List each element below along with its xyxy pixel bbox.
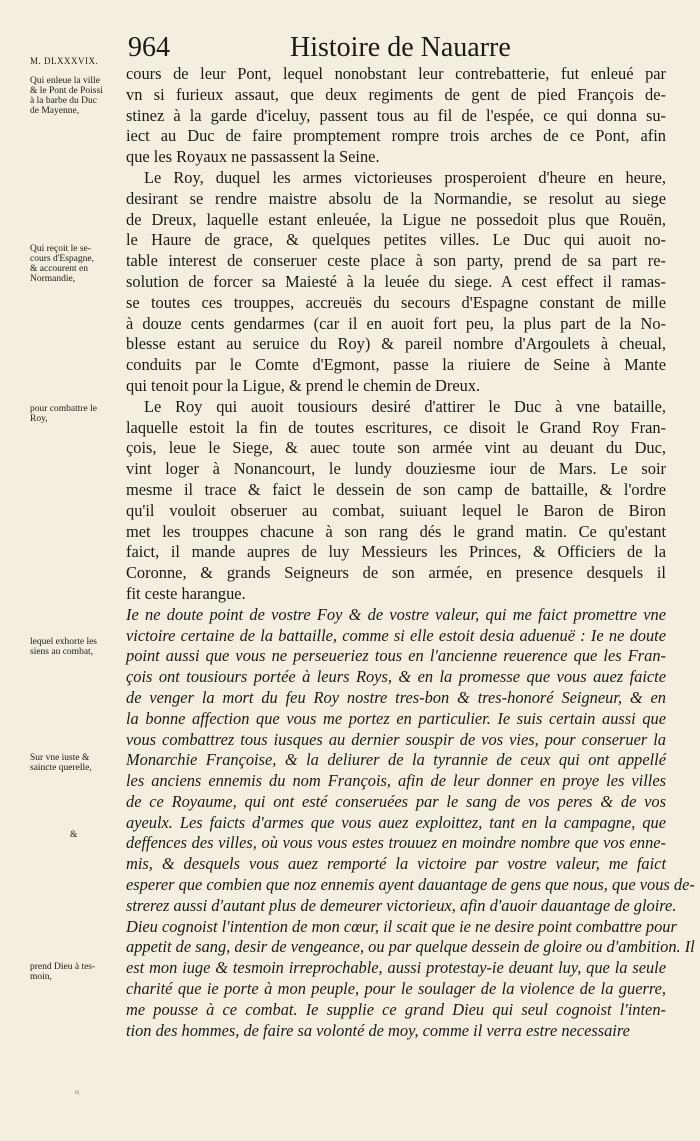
text-line: vn si furieux assaut, que deux regiments de gent de pied François de- bbox=[126, 84, 666, 104]
margin-note-line: & le Pont de Poissi bbox=[30, 86, 103, 96]
text-line: stinez à la garde d'iceluy, passent tous au fil de l'espée, ce qui donna su- bbox=[126, 105, 666, 125]
text-line: Coronne, & grands Seigneurs de son armée, en presence desquels il bbox=[126, 563, 666, 583]
text-line: ayeulx. Les faicts d'armes que vous auez exploittez, tant en la campagne, que bbox=[126, 812, 666, 832]
text-line: çois ont tousiours portée à leurs Roys, & en la promesse que vous auez faicte bbox=[126, 667, 666, 687]
page-number: 964 bbox=[128, 32, 170, 63]
margin-note-line: Normandie, bbox=[30, 274, 76, 284]
text-line: Ie ne doute point de vostre Foy & de vostre valeur, qui me faict promettre vne bbox=[126, 604, 666, 624]
text-line: table interest de conseruer ceste place à son party, prend de sa part re- bbox=[126, 251, 666, 271]
text-line: Le Roy qui auoit tousiours desiré d'attirer le Duc à vne bataille, bbox=[144, 396, 666, 416]
text-line: charité que ie porte à mon peuple, pour le soulager de la violence de la guerre, bbox=[126, 979, 666, 999]
text-line: faict, il mande aupres de luy Messieurs les Princes, & Officiers de la bbox=[126, 542, 666, 562]
text-line: est mon iuge & tesmoin irreprochable, aussi protestay-ie deuant luy, que la seule bbox=[126, 958, 666, 978]
margin-note bbox=[30, 404, 122, 424]
text-line: le Haure de grace, & quelques petites villes. Le Duc qui auoit no- bbox=[126, 230, 666, 250]
margin-note-line: & bbox=[70, 830, 78, 840]
text-line: desirant se rendre maistre absolu de la Normandie, se resolut au siege bbox=[126, 188, 666, 208]
text-line: la bonne affection que vous me portez en particulier. Ie suis certain aussi que bbox=[126, 708, 666, 728]
text-line: tion des hommes, de faire sa volonté de moy, comme il verra estre necessaire bbox=[126, 1020, 630, 1040]
margin-note-line: pour combattre le bbox=[30, 404, 98, 414]
margin-note-line: Sur vne iuste & bbox=[30, 753, 90, 763]
bottom-mark: « bbox=[74, 1084, 80, 1098]
text-line: se toutes ces trouppes, accreuës du secours d'Espagne constant de mille bbox=[126, 292, 666, 312]
text-line: met les trouppes chacune à son rang dés le grand matin. Ce qu'estant bbox=[126, 521, 666, 541]
text-line: esperer que combien que noz ennemis ayent dauantage de gens que nous, que vous de- bbox=[126, 875, 695, 895]
text-line: point aussi que vous ne perseueriez tous en l'ancienne reuerence que les Fran- bbox=[126, 646, 666, 666]
margin-note-line: lequel exhorte les bbox=[30, 637, 98, 647]
text-line: mesme il trace & faict le dessein de son camp de battaille, & l'ordre bbox=[126, 479, 666, 499]
running-title: Histoire de Nauarre bbox=[290, 32, 511, 63]
body-text bbox=[126, 64, 695, 1041]
margin-note-line: à la barbe du Duc bbox=[30, 96, 97, 106]
text-line: mis, & desquels vous auez remporté la victoire par vostre valeur, me faict bbox=[126, 854, 666, 874]
text-line: Le Roy, duquel les armes victorieuses prosperoient d'heure en heure, bbox=[144, 167, 666, 187]
text-line: vint loger à Nonancourt, le lundy douziesme iour de Mars. Le soir bbox=[126, 459, 666, 479]
text-line: me pousse à ce combat. Ie supplie ce grand Dieu qui seul cognoist l'inten- bbox=[126, 999, 666, 1019]
margin-note-line: & accourent en bbox=[30, 264, 89, 274]
text-line: victoire certaine de la battaille, comme si elle estoit desia aduenuë : Ie ne doute bbox=[126, 625, 666, 645]
text-line: conduits par le Comte d'Egmont, passe la riuiere de Seine à Mante bbox=[126, 355, 666, 375]
margin-note bbox=[30, 244, 122, 284]
margin-note-line: siens au combat, bbox=[30, 647, 94, 657]
text-line: que les Royaux ne passassent la Seine. bbox=[126, 147, 380, 167]
margin-note bbox=[30, 962, 122, 982]
margin-note bbox=[30, 637, 122, 657]
margin-note-line: Qui enleue la ville bbox=[30, 76, 100, 86]
margin-note-line: de Mayenne, bbox=[30, 106, 80, 116]
text-line: laquelle estoit la fin de toutes escritures, ce disoit le Grand Roy Fran- bbox=[126, 417, 666, 437]
year-heading: M. DLXXXVIX. bbox=[30, 56, 99, 66]
margin-note-line: Roy, bbox=[30, 414, 48, 424]
text-line: deffences des villes, où vous vous estes trouuez en moindre nombre que vos enne- bbox=[126, 833, 666, 853]
text-line: qu'il vouloit obseruer au combat, suiuant lequel le Baron de Biron bbox=[126, 500, 666, 520]
text-line: vous combattrez tous iusques au dernier souspir de vos vies, pour conseruer la bbox=[126, 729, 666, 749]
margin-note-line: Qui reçoit le se- bbox=[30, 244, 91, 254]
text-line: cours de leur Pont, lequel nonobstant leur contrebatterie, fut enleué par bbox=[126, 64, 666, 83]
text-line: blesse estant au seruice du Roy) & pareil nombre d'Argoulets à cheual, bbox=[126, 334, 666, 354]
margin-note-line: cours d'Espagne, bbox=[30, 254, 94, 264]
text-line: de venger la mort du feu Roy nostre tres-bon & tres-honoré Seigneur, & en bbox=[126, 687, 666, 707]
text-line: çois, leue le Siege, & auec toute son armée vint au deuant du Duc, bbox=[126, 438, 666, 458]
text-line: fit ceste harangue. bbox=[126, 583, 246, 603]
text-line: strerez aussi d'autant plus de demeurer victorieux, afin d'auoir dauantage de gloire. bbox=[126, 895, 677, 915]
margin-note-line: prend Dieu à tes- bbox=[30, 962, 96, 972]
margin-note-line: moin, bbox=[30, 972, 52, 982]
text-line: les anciens ennemis du nom François, afin de leur donner en proye les villes bbox=[126, 771, 666, 791]
text-line: de Dreux, laquelle estant enleuée, la Ligue ne possedoit plus que Rouën, bbox=[126, 209, 666, 229]
text-line: Monarchie Françoise, & la deliurer de la tyrannie de ceux qui ont appellé bbox=[126, 750, 666, 770]
text-line: de ce Royaume, qui ont esté conseruées par le sang de vos peres & de vos bbox=[126, 791, 666, 811]
text-line: Dieu cognoist l'intention de mon cœur, il scait que ie ne desire point combattre pour bbox=[126, 916, 677, 936]
text-line: à douze cents gendarmes (car il en auoit fort peu, la plus part de la No- bbox=[126, 313, 666, 333]
margin-note bbox=[30, 76, 122, 116]
text-line: appetit de sang, desir de vengeance, ou par quelque dessein de gloire ou d'ambition. Il bbox=[126, 937, 695, 957]
text-line: iect au Duc de faire promptement rompre trois arches de ce Pont, afin bbox=[126, 126, 666, 146]
text-line: solution de forcer sa Maiesté à la leuée du siege. A cest effect il ramas- bbox=[126, 271, 666, 291]
margin-note bbox=[30, 753, 122, 773]
margin-note-line: saincte querelle, bbox=[30, 763, 92, 773]
text-line: qui tenoit pour la Ligue, & prend le chemin de Dreux. bbox=[126, 375, 481, 395]
